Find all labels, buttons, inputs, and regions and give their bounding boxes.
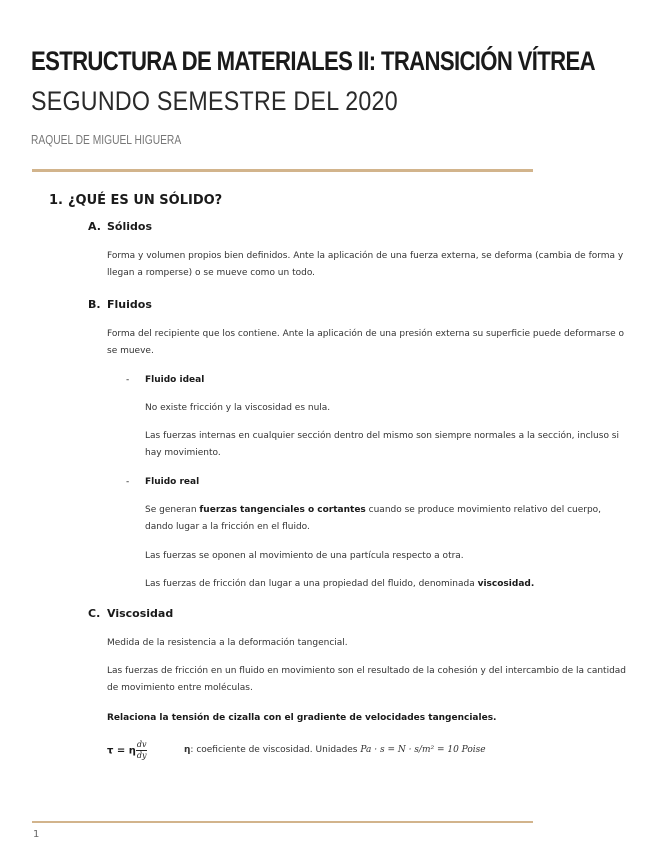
emphasis-text: viscosidad. — [477, 579, 535, 589]
text-run: Las fuerzas de fricción dan lugar a una propiedad del fluido, denominada — [145, 579, 478, 589]
page-number: 1 — [33, 829, 40, 840]
formula-description — [184, 745, 486, 755]
fraction-numerator: dv — [136, 740, 147, 749]
fluido-real-paragraph-3 — [145, 576, 625, 593]
section-title: ¿QUÉ ES UN SÓLIDO? — [68, 193, 223, 208]
subsection-title: Sólidos — [107, 220, 152, 233]
subsection-letter: C. — [88, 607, 101, 620]
units-expression: Pa · s = N · s/m² = 10 Poise — [360, 745, 486, 755]
viscosidad-paragraph-1: Medida de la resistencia a la deformación tangencial. — [107, 638, 348, 648]
eta-symbol: η — [184, 745, 191, 755]
bullet-fluido-real — [126, 477, 199, 487]
subsection-heading-solidos — [88, 220, 152, 233]
bullet-dash: - — [126, 477, 130, 487]
subsection-letter: B. — [88, 298, 101, 311]
bullet-dash: - — [126, 375, 130, 385]
subsection-heading-fluidos — [88, 298, 152, 311]
document-subtitle: SEGUNDO SEMESTRE DEL 2020 — [31, 86, 398, 116]
subsection-heading-viscosidad — [88, 607, 173, 620]
header-divider — [32, 169, 533, 172]
viscosidad-paragraph-3: Relaciona la tensión de cizalla con el gradiente de velocidades tangenciales. — [107, 713, 497, 723]
section-heading — [49, 193, 222, 208]
fluido-ideal-paragraph-2: Las fuerzas internas en cualquier sección dentro del mismo son siempre normales a la sección, incluso si hay movimiento. — [145, 431, 619, 458]
text-run: : coeficiente de viscosidad. Unidades — [190, 745, 361, 755]
fraction-denominator: dy — [136, 751, 147, 760]
footer-divider — [32, 821, 533, 823]
bullet-title: Fluido real — [145, 477, 200, 487]
fluido-real-paragraph-2: Las fuerzas se oponen al movimiento de una partícula respecto a otra. — [145, 551, 464, 561]
solidos-paragraph: Forma y volumen propios bien definidos. Ante la aplicación de una fuerza externa, se deforma (cambia de forma y llegan a romperse) o se mueve como un todo. — [107, 251, 624, 278]
fluido-real-paragraph-1 — [145, 502, 625, 536]
subsection-title: Viscosidad — [107, 607, 174, 620]
formula-fraction — [136, 740, 148, 761]
viscosity-formula — [107, 740, 147, 761]
text-run: Se generan — [145, 505, 200, 515]
document-title: ESTRUCTURA DE MATERIALES II: TRANSICIÓN VÍTREA — [31, 46, 595, 76]
document-author: RAQUEL DE MIGUEL HIGUERA — [31, 133, 182, 147]
fluidos-paragraph: Forma del recipiente que los contiene. Ante la aplicación de una presión externa su superficie puede deformarse o se mueve. — [107, 329, 624, 356]
section-number: 1. — [49, 193, 63, 208]
emphasis-text: fuerzas tangenciales o cortantes — [199, 505, 366, 515]
text-run: cuando se produce movimiento relativo del cuerpo, dando lugar a la fricción en el fluido. — [145, 505, 602, 532]
viscosidad-paragraph-2: Las fuerzas de fricción en un fluido en movimiento son el resultado de la cohesión y del intercambio de la cantidad de movimiento entre moléculas. — [107, 666, 627, 693]
subsection-letter: A. — [88, 220, 101, 233]
bullet-fluido-ideal — [126, 375, 204, 385]
bullet-title: Fluido ideal — [145, 375, 205, 385]
formula-lhs: τ = η — [107, 745, 136, 757]
fluido-ideal-paragraph-1: No existe fricción y la viscosidad es nula. — [145, 403, 331, 413]
subsection-title: Fluidos — [107, 298, 152, 311]
